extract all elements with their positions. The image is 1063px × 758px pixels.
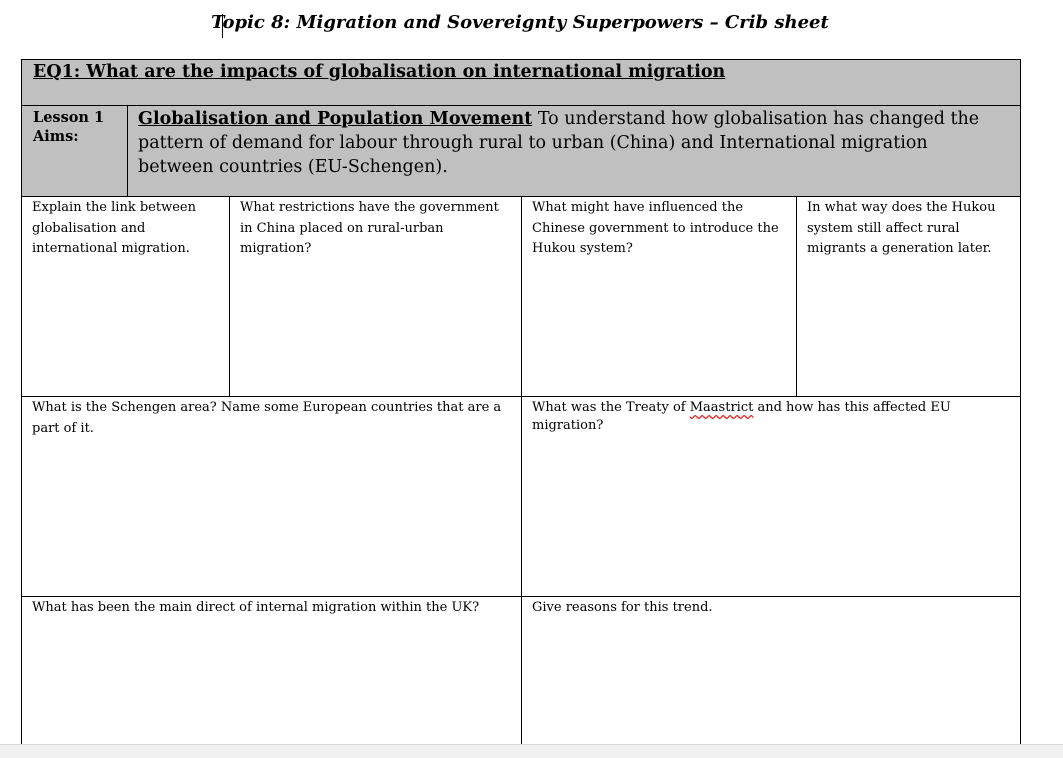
lesson-heading: Globalisation and Population Movement <box>138 109 533 129</box>
lesson-label-line1: Lesson 1 <box>33 109 105 126</box>
question-6-text-start: What was the Treaty of <box>532 400 690 415</box>
question-2-text: What restrictions have the government in China placed on rural-urban migration? <box>240 200 499 256</box>
spellcheck-word[interactable]: Maastrict <box>689 400 754 415</box>
lesson-label <box>21 105 128 197</box>
question-3-text: What might have influenced the Chinese government to introduce the Hukou system? <box>532 200 779 256</box>
lesson-aims <box>127 105 1021 197</box>
question-cell-5[interactable] <box>21 396 522 597</box>
question-6-text-end: and how has this affected EU migration? <box>532 400 951 433</box>
question-cell-2[interactable] <box>229 196 522 397</box>
lesson-aims-text: To understand how globalisation has changed the pattern of demand for labour through rural to urban (China) and International migration between countries (EU-Schengen). <box>138 109 980 177</box>
bottom-scroll-area <box>0 744 1063 758</box>
question-7-text: What has been the main direct of internal migration within the UK? <box>32 600 480 615</box>
eq-heading: EQ1: What are the impacts of globalisation on international migration <box>21 59 1021 106</box>
question-8-text: Give reasons for this trend. <box>532 600 713 615</box>
question-cell-1[interactable] <box>21 196 230 397</box>
question-cell-6[interactable] <box>521 396 1021 597</box>
question-4-text: In what way does the Hukou system still affect rural migrants a generation later. <box>807 200 996 256</box>
question-cell-7[interactable] <box>21 596 522 756</box>
page-title: Topic 8: Migration and Sovereignty Superpowers – Crib sheet <box>211 12 829 33</box>
question-1-text: Explain the link between globalisation and international migration. <box>32 200 196 256</box>
question-cell-3[interactable] <box>521 196 797 397</box>
question-cell-4[interactable] <box>796 196 1021 397</box>
question-5-text: What is the Schengen area? Name some European countries that are a part of it. <box>32 400 502 436</box>
question-cell-8[interactable] <box>521 596 1021 756</box>
lesson-label-line2: Aims: <box>33 128 79 145</box>
